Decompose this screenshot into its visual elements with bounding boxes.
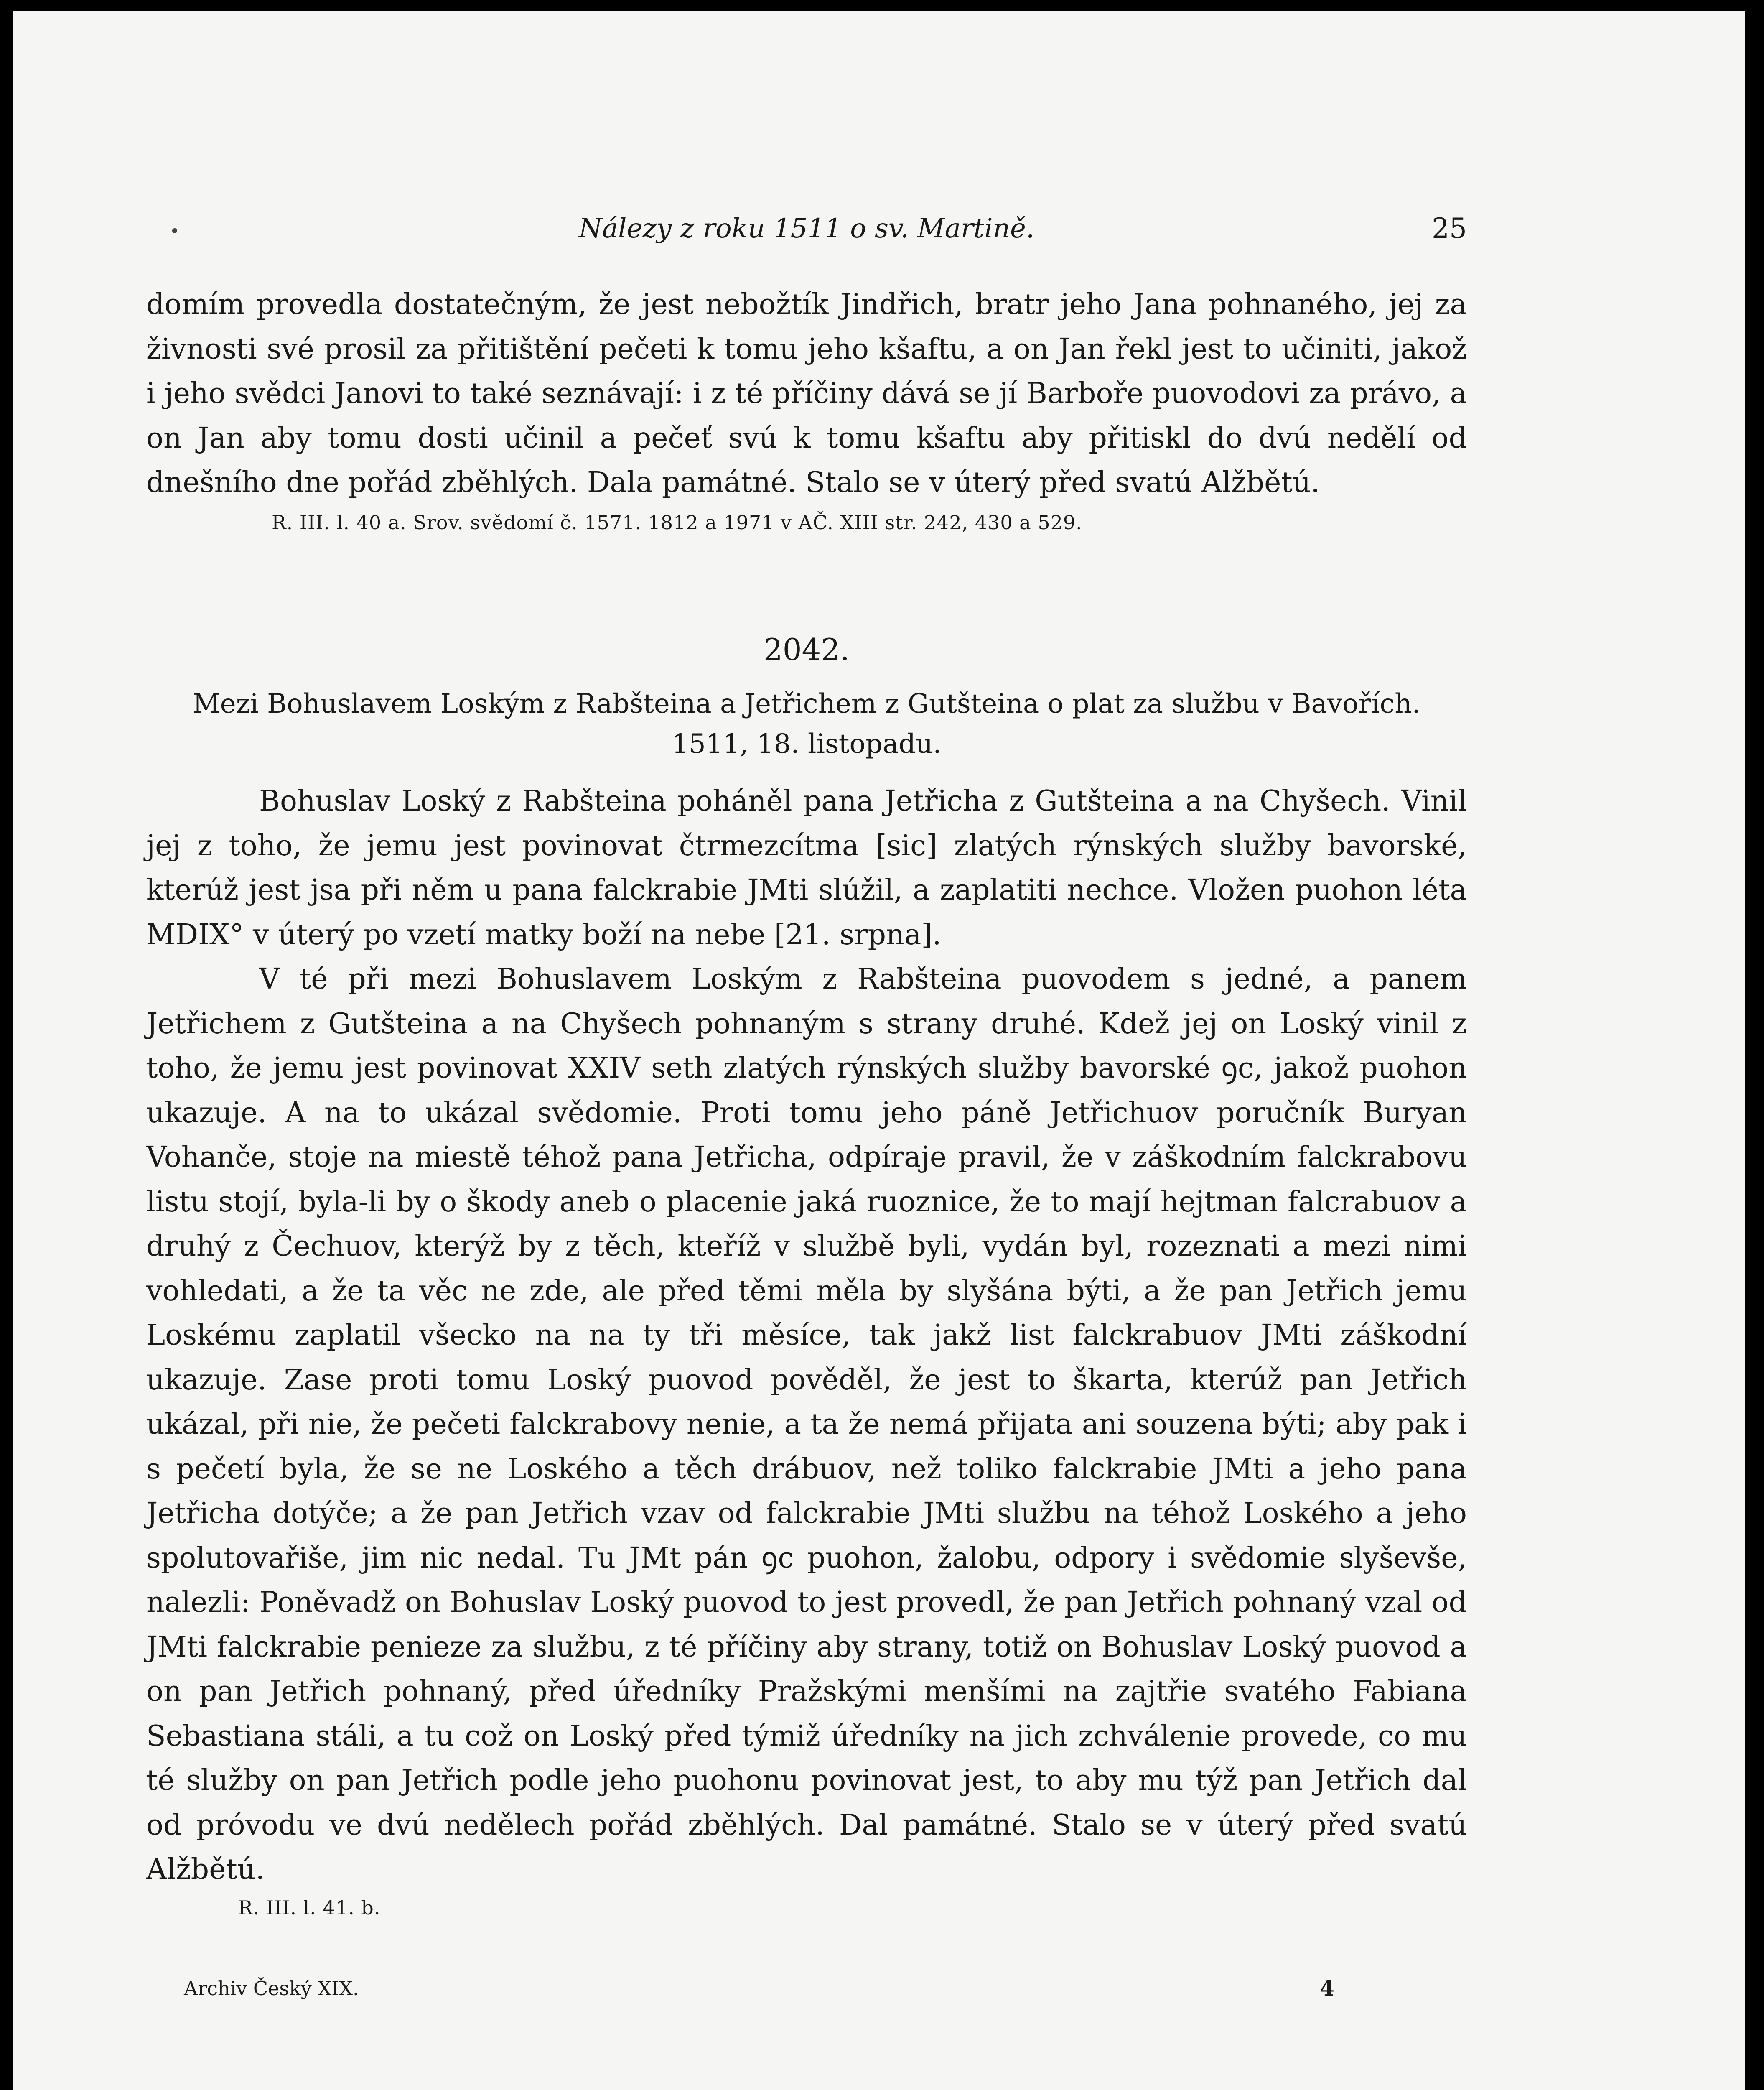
entry-title: Mezi Bohuslavem Loským z Rabšteina a Jetřichem z Gutšteina o plat za službu v Bavořích. xyxy=(193,688,1420,719)
entry-body xyxy=(146,779,1467,1922)
entry-paragraph-2: V té při mezi Bohuslavem Loským z Rabšteina puovodem s jedné, a panem Jetřichem z Gutšteina a na Chyšech pohnaným s strany druhé. Kdež jej on Loský vinil z toho, že jemu jest povinovat XXIV seth zlatých rýnských služby bavorské ꝯc, jakož puohon ukazuje. A na to ukázal svědomie. Proti tomu jeho páně Jetřichuov poručník Buryan Vohanče, stoje na miestě téhož pana Jetřicha, odpíraje pravil, že v záškodním falckrabovu listu stojí, byla-li by o škody aneb o placenie jaká ruoznice, že to mají hejtman falcrabuov a druhý z Čechuov, kterýž by z těch, kteříž v službě byli, vydán byl, rozeznati a mezi nimi vohledati, a že ta věc ne zde, ale před těmi měla by slyšána býti, a že pan Jetřich jemu Loskému zaplatil všecko na na ty tři měsíce, tak jakž list falckrabuov JMti záškodní ukazuje. Zase proti tomu Loský puovod pověděl, že jest to škarta, kterúž pan Jetřich ukázal, při nie, že pečeti falckrabovy nenie, a ta že nemá přijata ani souzena býti; aby pak i s pečetí byla, že se ne Loského a těch drábuov, než toliko falckrabie JMti a jeho pana Jetřicha dotýče; a že pan Jetřich vzav od falckrabie JMti službu na téhož Loského a jeho spolutovařiše, jim nic nedal. Tu JMt pán ꝯc puohon, žalobu, odpory i svědomie slyševše, nalezli: Poněvadž on Bohuslav Loský puovod to jest provedl, že pan Jetřich pohnaný vzal od JMti falckrabie penieze za službu, z té příčiny aby strany, totiž on Bohuslav Loský puovod a on pan Jetřich pohnaný, před úředníky Pražskými menšími na zajtřie svatého Fabiana Sebastiana stáli, a tu což on Loský před týmiž úředníky na jich zchválenie provede, co mu té služby on pan Jetřich podle jeho puohonu povinovat jest, to aby mu týž pan Jetřich dal od próvodu ve dvú nedělech pořád zběhlých. Dal památné. Stalo se v úterý před svatú Alžbětú. xyxy=(146,963,1467,1886)
sheet-mark: 4 xyxy=(1320,1976,1334,2001)
carryover-reference: R. III. l. 40 a. Srov. svědomí č. 1571. 1812 a 1971 v AČ. XIII str. 242, 430 a 529. xyxy=(272,511,1082,534)
entry-number: 2042. xyxy=(763,632,850,667)
entry-heading xyxy=(146,684,1467,764)
entry-date: 1511, 18. listopadu. xyxy=(672,729,942,760)
running-title: Nálezy z roku 1511 o sv. Martině. xyxy=(578,213,1035,244)
page-number: 25 xyxy=(1432,212,1467,245)
carryover-paragraph: domím provedla dostatečným, že jest nebožtík Jindřich, bratr jeho Jana pohnaného, jej za živnosti své prosil za přitištění pečeti k tomu jeho kšaftu, a on Jan řekl jest to učiniti, jakož i jeho svědci Janovi to také seznávají: i z té příčiny dává se jí Barboře puovodovi za právo, a on Jan aby tomu dosti učinil a pečeť svú k tomu kšaftu aby přitiskl do dvú nedělí od dnešního dne pořád zběhlých. Dala památné. Stalo se v úterý před svatú Alžbětú. xyxy=(146,288,1467,499)
signature-mark: Archiv Český XIX. xyxy=(184,1977,359,2000)
running-header xyxy=(146,210,1467,247)
carryover-section xyxy=(146,283,1467,537)
entry-reference: R. III. l. 41. b. xyxy=(238,1896,381,1919)
document-page xyxy=(13,11,1745,2090)
entry-paragraph-1: Bohuslav Loský z Rabšteina poháněl pana Jetřicha z Gutšteina a na Chyšech. Vinil jej z toho, že jemu jest povinovat čtrmezcítma [sic] zlatých rýnských služby bavorské, kterúž jest jsa při něm u pana falckrabie JMti slúžil, a zaplatiti nechce. Vložen puohon léta MDIX° v úterý po vzetí matky boží na nebe [21. srpna]. xyxy=(146,785,1467,951)
